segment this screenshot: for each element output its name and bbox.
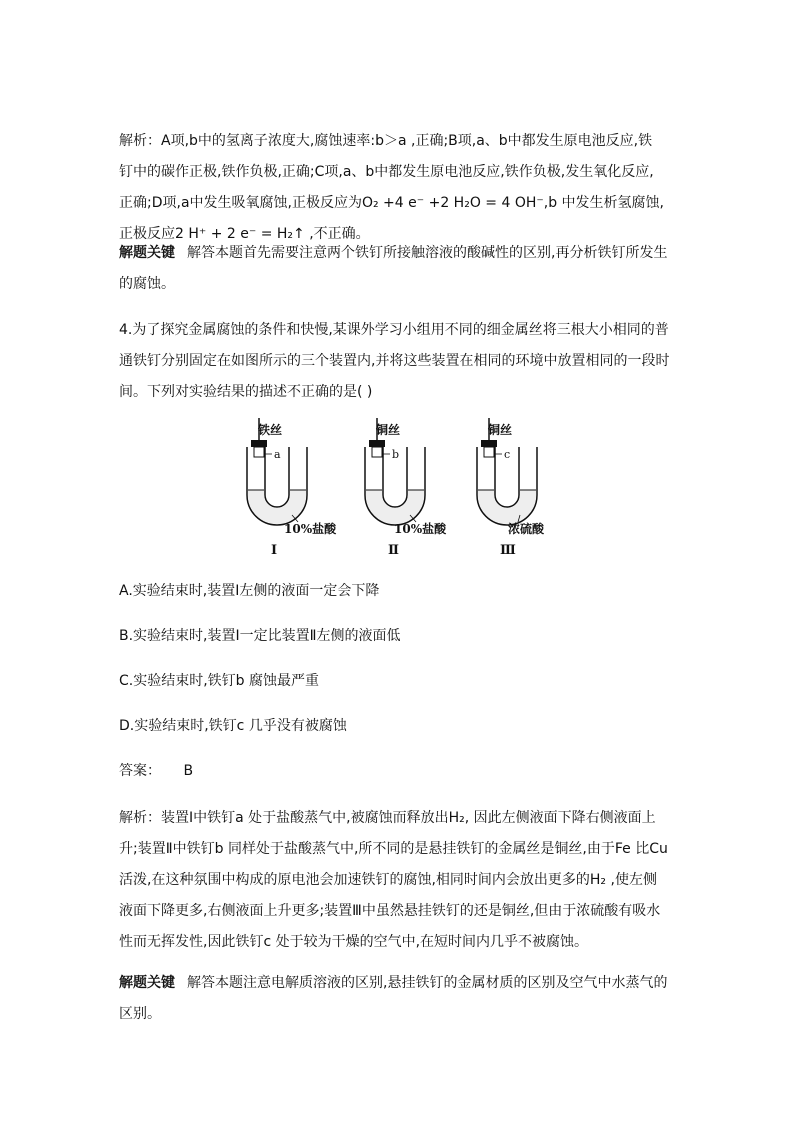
nail: [254, 447, 264, 457]
device-numeral: Ⅰ: [271, 543, 278, 558]
text-line: 正极反应2 H⁺ + 2 e⁻ = H₂↑ ,不正确。: [119, 226, 370, 242]
u-tube-apparatus-figure: [228, 418, 558, 564]
wire-label: 铁丝: [258, 423, 283, 437]
stopper: [251, 440, 267, 447]
device-numeral: Ⅲ: [500, 543, 516, 558]
text-line: 解答本题首先需要注意两个铁钉所接触溶液的酸碱性的区别,再分析铁钉所发生: [187, 245, 668, 261]
answer-line: [119, 761, 193, 781]
answer-value: B: [183, 763, 194, 779]
option-d: D.实验结束时,铁钉c 几乎没有被腐蚀: [119, 718, 347, 734]
nail: [372, 447, 382, 457]
key-point-label: 解题关键: [119, 975, 175, 991]
device-numeral: Ⅱ: [388, 543, 399, 558]
analysis-paragraph-1: [119, 126, 679, 250]
option-a: A.实验结束时,装置Ⅰ左侧的液面一定会下降: [119, 583, 380, 599]
text-line: 4.为了探究金属腐蚀的条件和快慢,某课外学习小组用不同的细金属丝将三根大小相同的普: [119, 322, 669, 338]
device-1: [247, 418, 337, 558]
text-line: 液面下降更多,右侧液面上升更多;装置Ⅲ中虽然悬挂铁钉的还是铜丝,但由于浓硫酸有吸水: [119, 903, 661, 919]
option-b: B.实验结束时,装置Ⅰ一定比装置Ⅱ左侧的液面低: [119, 628, 401, 644]
device-2: [365, 418, 447, 558]
nail-label: c: [504, 448, 511, 461]
key-point-label: 解题关键: [119, 245, 175, 261]
nail-label: b: [392, 448, 400, 461]
answer-label: 答案：: [119, 763, 161, 779]
text-line: 区别。: [119, 1006, 161, 1022]
key-point-paragraph-2: [119, 968, 679, 1030]
text-line: 活泼,在这种氛围中构成的原电池会加速铁钉的腐蚀,相同时间内会放出更多的H₂ ,使左侧: [119, 872, 657, 888]
liquid-label: 浓硫酸: [508, 522, 545, 536]
liquid-label: 10%盐酸: [284, 522, 337, 536]
wire-label: 铜丝: [376, 423, 401, 437]
wire-label: 铜丝: [488, 423, 513, 437]
nail: [484, 447, 494, 457]
text-line: 解析：A项,b中的氢离子浓度大,腐蚀速率:b＞a ,正确;B项,a、b中都发生原电池反应,铁: [119, 133, 653, 149]
stopper: [369, 440, 385, 447]
text-line: 正确;D项,a中发生吸氧腐蚀,正极反应为O₂ +4 e⁻ +2 H₂O = 4 OH⁻,b 中发生析氢腐蚀,: [119, 195, 665, 211]
nail-label: a: [274, 448, 281, 461]
text-line: 解析：装置Ⅰ中铁钉a 处于盐酸蒸气中,被腐蚀而释放出H₂, 因此左侧液面下降右侧液面上: [119, 810, 656, 826]
option-c: C.实验结束时,铁钉b 腐蚀最严重: [119, 673, 320, 689]
text-line: 性而无挥发性,因此铁钉c 处于较为干燥的空气中,在短时间内几乎不被腐蚀。: [119, 934, 589, 950]
analysis-paragraph-2: [119, 803, 679, 958]
text-line: 解答本题注意电解质溶液的区别,悬挂铁钉的金属材质的区别及空气中水蒸气的: [187, 975, 668, 991]
key-point-paragraph-1: [119, 238, 679, 300]
device-3: [477, 418, 545, 558]
text-line: 钉中的碳作正极,铁作负极,正确;C项,a、b中都发生原电池反应,铁作负极,发生氧化反应,: [119, 164, 654, 180]
stopper: [481, 440, 497, 447]
text-line: 的腐蚀。: [119, 276, 175, 292]
text-line: 通铁钉分别固定在如图所示的三个装置内,并将这些装置在相同的环境中放置相同的一段时: [119, 353, 670, 369]
text-line: 间。下列对实验结果的描述不正确的是( ): [119, 384, 373, 400]
liquid-label: 10%盐酸: [394, 522, 447, 536]
question-paragraph: [119, 315, 679, 408]
text-line: 升;装置Ⅱ中铁钉b 同样处于盐酸蒸气中,所不同的是悬挂铁钉的金属丝是铜丝,由于Fe 比Cu: [119, 841, 668, 857]
